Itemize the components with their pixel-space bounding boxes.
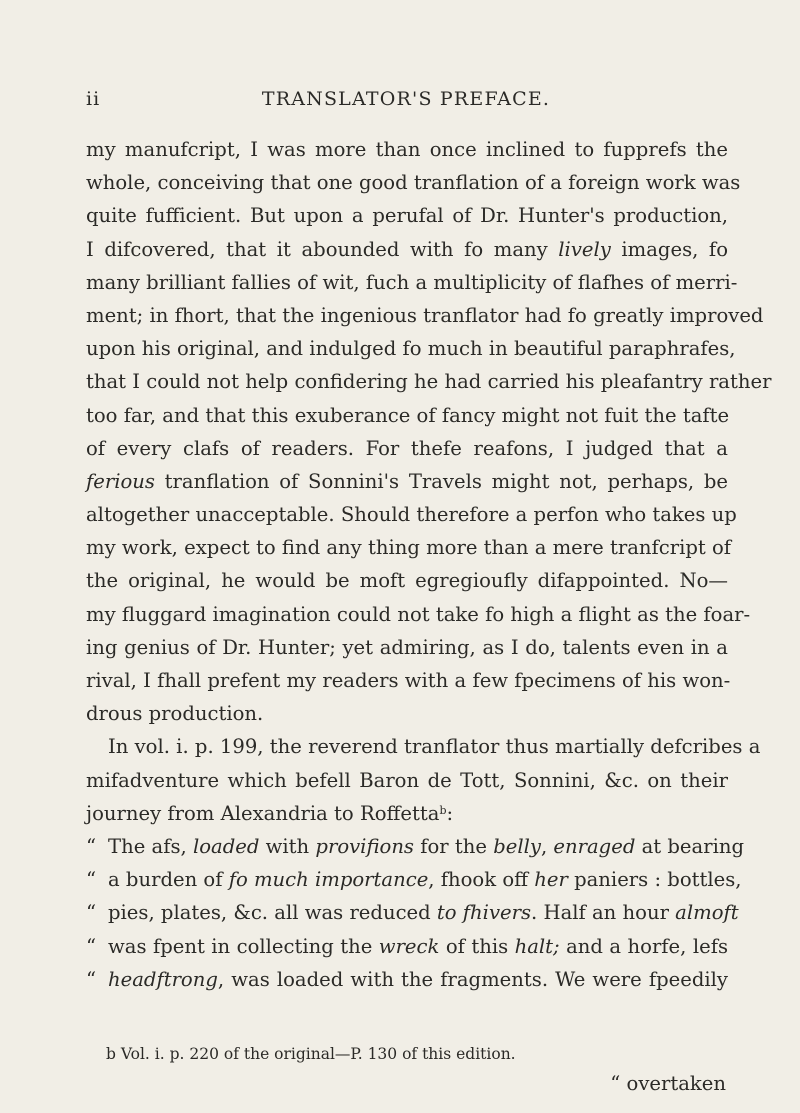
text-line	[86, 930, 728, 963]
italic-text: her	[534, 868, 568, 892]
text-line	[86, 697, 728, 730]
footnote-ref: b	[439, 803, 447, 817]
text-segment: altogether unacceptable. Should therefore a perfon who takes up	[86, 503, 737, 527]
text-line	[86, 598, 751, 631]
text-segment: my fluggard imagination could not take fo high a flight as the foar-	[86, 602, 751, 626]
catchword: “ overtaken	[610, 1072, 726, 1095]
italic-text: loaded	[192, 834, 260, 858]
text-segment: upon his original, and indulged fo much in beautiful paraphrafes,	[86, 337, 736, 361]
quote-mark: “	[86, 901, 97, 925]
text-segment: rival, I fhall prefent my readers with a few fpecimens of his won-	[86, 669, 731, 692]
text-segment: of every clafs of readers. For thefe reafons, I judged that a	[86, 436, 728, 460]
text-line	[86, 564, 728, 597]
italic-text: to fhivers	[436, 901, 532, 925]
text-line	[86, 896, 739, 929]
quote-mark: “	[86, 834, 97, 858]
text-line	[86, 432, 728, 465]
text-line	[86, 531, 732, 564]
text-segment: many brilliant fallies of wit, fuch a multiplicity of flafhes of merri-	[86, 270, 738, 294]
page-number: ii	[86, 88, 101, 110]
body-text	[86, 133, 772, 996]
text-line	[86, 299, 764, 332]
text-segment: my work, expect to find any thing more than a mere tranfcript of	[86, 536, 732, 560]
text-line	[86, 133, 728, 166]
text-segment: I difcovered, that it abounded with fo many	[86, 237, 559, 261]
text-segment: ,	[540, 834, 554, 858]
footnote: b Vol. i. p. 220 of the original—P. 130 of this edition.	[106, 1045, 516, 1063]
text-segment: :	[446, 801, 454, 825]
text-line	[86, 266, 738, 299]
quote-mark: “	[86, 934, 97, 958]
text-line	[86, 830, 745, 863]
text-line	[86, 664, 731, 697]
italic-text: lively	[558, 237, 611, 261]
text-segment: the original, he would be moft egregioufly difappointed. No—	[86, 569, 728, 593]
quote-mark: “	[86, 868, 97, 892]
text-line	[86, 465, 728, 498]
italic-text: almoft	[675, 901, 739, 925]
text-segment: with	[259, 834, 316, 858]
text-segment: ment; in fhort, that the ingenious tranflator had fo greatly improved	[86, 303, 764, 327]
text-line	[86, 863, 742, 896]
italic-text: wreck	[378, 934, 440, 958]
text-segment: for the	[414, 834, 494, 858]
running-title: TRANSLATOR'S PREFACE.	[261, 88, 551, 110]
text-segment: , was loaded with the fragments. We were fpeedily	[217, 967, 728, 991]
text-segment: images, fo	[610, 237, 728, 261]
text-segment: quite fufficient. But upon a perufal of Dr. Hunter's production,	[86, 204, 728, 228]
text-line	[86, 797, 728, 830]
text-segment: drous production.	[86, 702, 264, 726]
text-line	[86, 365, 772, 398]
text-segment: mifadventure which befell Baron de Tott, Sonnini, &c. on their	[86, 768, 728, 792]
text-segment: In vol. i. p. 199, the reverend tranflator thus martially defcribes a	[108, 735, 761, 759]
italic-text: headftrong	[108, 967, 218, 991]
text-segment: , fhook off	[428, 868, 535, 892]
text-segment: a burden of	[108, 868, 229, 892]
quote-mark: “	[86, 967, 97, 991]
text-segment: that I could not help confidering he had carried his pleafantry rather	[86, 370, 772, 394]
italic-text: halt;	[514, 934, 560, 958]
italic-text: enraged	[553, 834, 636, 858]
italic-text: fo much importance	[228, 868, 429, 892]
page-header	[86, 88, 726, 112]
text-segment: and a horfe, lefs	[559, 934, 729, 958]
text-line	[86, 399, 728, 432]
text-line	[86, 963, 728, 996]
text-segment: pies, plates, &c. all was reduced	[108, 901, 437, 925]
text-segment: journey from Alexandria to Roffetta	[86, 801, 440, 825]
text-segment: The afs,	[108, 834, 193, 858]
italic-text: provifions	[315, 834, 414, 858]
text-segment: my manufcript, I was more than once inclined to fupprefs the	[86, 138, 728, 161]
text-line	[86, 631, 728, 664]
text-segment: at bearing	[635, 834, 745, 858]
text-segment: ing genius of Dr. Hunter; yet admiring, as I do, talents even in a	[86, 635, 728, 659]
text-segment: was fpent in collecting the	[108, 934, 379, 958]
italic-text: ferious	[86, 469, 155, 493]
italic-text: belly	[493, 834, 541, 858]
text-segment: . Half an hour	[531, 901, 676, 925]
text-segment: whole, conceiving that one good tranflation of a foreign work was	[86, 171, 741, 195]
text-line	[86, 730, 761, 763]
text-segment: paniers : bottles,	[567, 868, 742, 892]
text-line	[86, 166, 741, 199]
text-segment: of this	[439, 934, 515, 958]
text-segment: tranflation of Sonnini's Travels might not, perhaps, be	[154, 469, 728, 493]
text-line	[86, 233, 728, 266]
text-segment: too far, and that this exuberance of fancy might not fuit the tafte	[86, 403, 730, 427]
text-line	[86, 199, 728, 232]
text-line	[86, 498, 737, 531]
text-line	[86, 332, 736, 365]
text-line	[86, 764, 728, 797]
